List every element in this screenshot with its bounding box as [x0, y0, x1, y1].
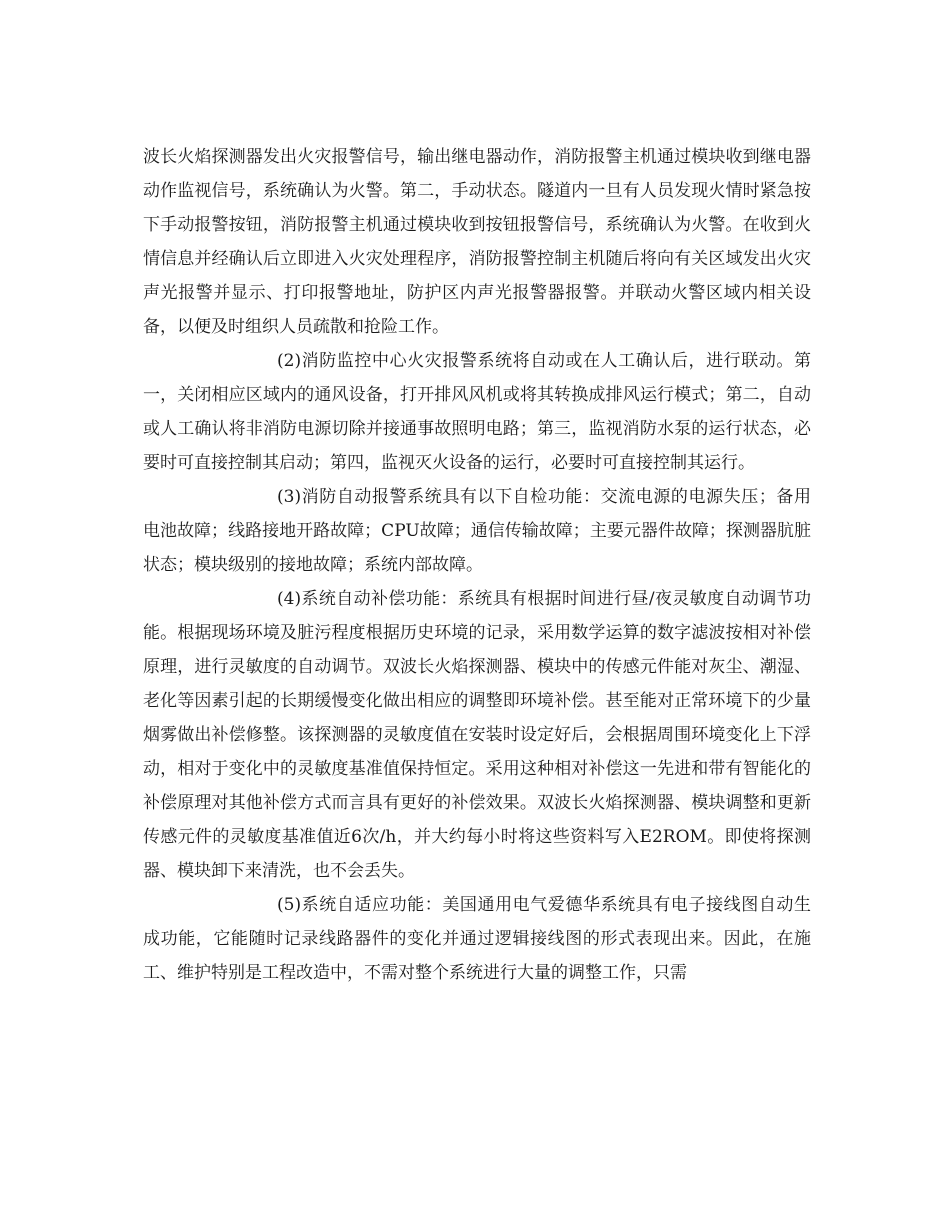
document-body: [143, 140, 811, 990]
paragraph-continuation: 波长火焰探测器发出火灾报警信号，输出继电器动作，消防报警主机通过模块收到继电器动作监视信号，系统确认为火警。第二，手动状态。隧道内一旦有人员发现火情时紧急按下手动报警按钮，消防报警主机通过模块收到按钮报警信号，系统确认为火警。在收到火情信息并经确认后立即进入火灾处理程序，消防报警控制主机随后将向有关区域发出火灾声光报警并显示、打印报警地址，防护区内声光报警器报警。并联动火警区域内相关设备，以便及时组织人员疏散和抢险工作。: [143, 147, 811, 337]
paragraph-item-3: (3)消防自动报警系统具有以下自检功能：交流电源的电源失压；备用电池故障；线路接地开路故障；CPU故障；通信传输故障；主要元器件故障；探测器肮脏状态；模块级别的接地故障；系统内部故障。: [143, 487, 811, 575]
paragraph-item-4: (4)系统自动补偿功能：系统具有根据时间进行昼/夜灵敏度自动调节功能。根据现场环境及脏污程度根据历史环境的记录，采用数学运算的数字滤波按相对补偿原理，进行灵敏度的自动调节。双波长火焰探测器、模块中的传感元件能对灰尘、潮湿、老化等因素引起的长期缓慢变化做出相应的调整即环境补偿。甚至能对正常环境下的少量烟雾做出补偿修整。该探测器的灵敏度值在安装时设定好后，会根据周围环境变化上下浮动，相对于变化中的灵敏度基准值保持恒定。采用这种相对补偿这一先进和带有智能化的补偿原理对其他补偿方式而言具有更好的补偿效果。双波长火焰探测器、模块调整和更新传感元件的灵敏度基准值近6次/h，并大约每小时将这些资料写入E2ROM。即使将探测器、模块卸下来清洗，也不会丢失。: [143, 589, 811, 881]
paragraph-item-5: (5)系统自适应功能：美国通用电气爱德华系统具有电子接线图自动生成功能，它能随时记录线路器件的变化并通过逻辑接线图的形式表现出来。因此，在施工、维护特别是工程改造中，不需对整个系统进行大量的调整工作，只需: [143, 895, 811, 983]
paragraph-item-2: (2)消防监控中心火灾报警系统将自动或在人工确认后，进行联动。第一，关闭相应区域内的通风设备，打开排风风机或将其转换成排风运行模式；第二，自动或人工确认将非消防电源切除并接通事故照明电路；第三，监视消防水泵的运行状态，必要时可直接控制其启动；第四，监视灭火设备的运行，必要时可直接控制其运行。: [143, 351, 811, 473]
